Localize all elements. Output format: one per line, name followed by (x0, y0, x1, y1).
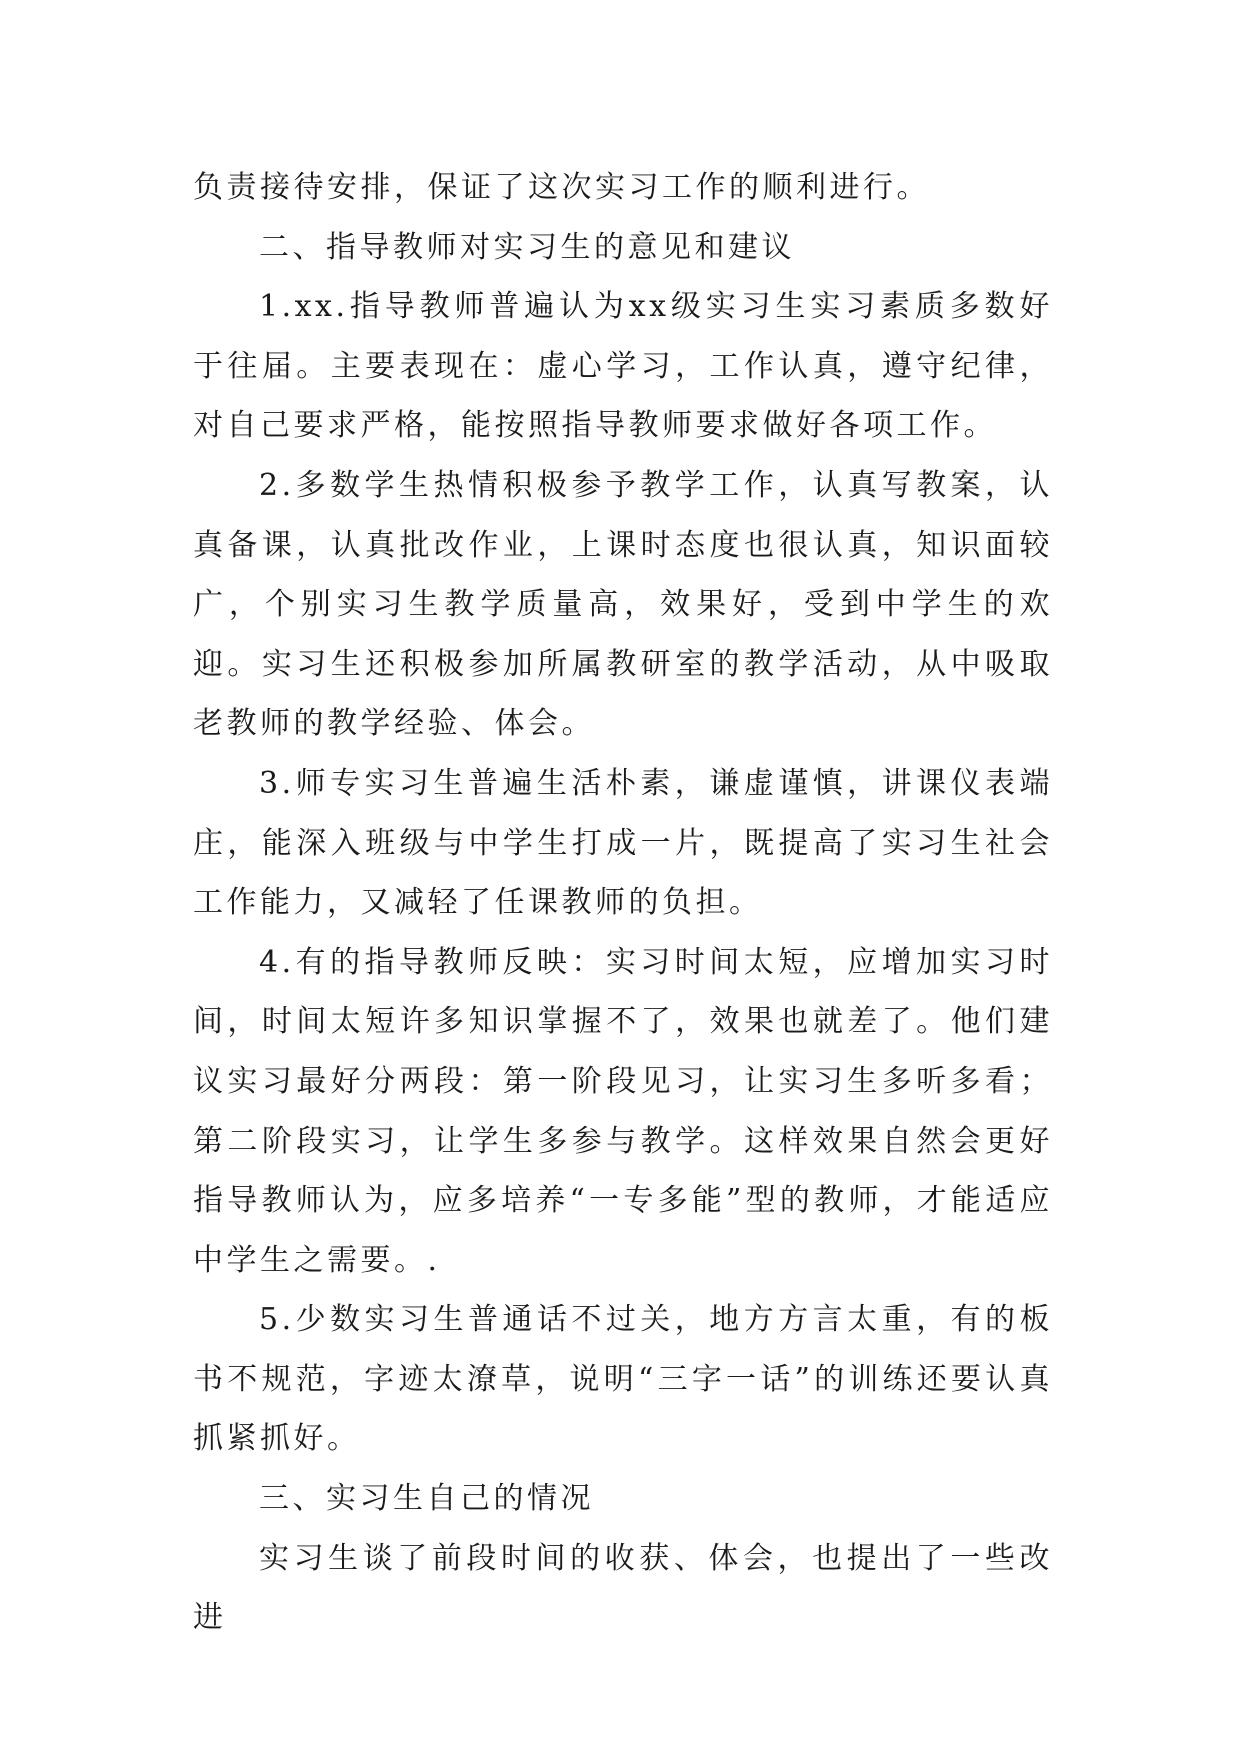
paragraph-item-1: 1.xx.指导教师普遍认为xx级实习生实习素质多数好于往届。主要表现在：虚心学习，工作认真，遵守纪律，对自己要求严格，能按照指导教师要求做好各项工作。 (193, 289, 1053, 444)
section-heading-2: 二、指导教师对实习生的意见和建议 (259, 229, 795, 265)
document-body (193, 158, 1053, 1648)
paragraph-item-3: 3.师专实习生普遍生活朴素，谦虚谨慎，讲课仪表端庄，能深入班级与中学生打成一片，既提高了实习生社会工作能力，又减轻了任课教师的负担。 (193, 765, 1053, 921)
section-heading-3: 三、实习生自己的情况 (259, 1481, 594, 1517)
paragraph-item-4: 4.有的指导教师反映：实习时间太短，应增加实习时间，时间太短许多知识掌握不了，效果也就差了。他们建议实习最好分两段：第一阶段见习，让实习生多听多看；第二阶段实习，让学生多参与教学。这样效果自然会更好指导教师认为，应多培养“一专多能”型的教师，才能适应中学生之需要。. (193, 944, 1053, 1278)
paragraph-item-5: 5.少数实习生普通话不过关，地方方言太重，有的板书不规范，字迹太潦草，说明“三字一话”的训练还要认真抓紧抓好。 (193, 1302, 1053, 1457)
paragraph-item-2: 2.多数学生热情积极参予教学工作，认真写教案，认真备课，认真批改作业，上课时态度也很认真，知识面较广，个别实习生教学质量高，效果好，受到中学生的欢迎。实习生还积极参加所属教研室的教学活动，从中吸取老教师的教学经验、体会。 (193, 467, 1053, 742)
paragraph-continuation: 负责接待安排，保证了这次实习工作的顺利进行。 (193, 170, 930, 205)
paragraph-section-3-start: 实习生谈了前段时间的收获、体会，也提出了一些改进 (193, 1540, 1053, 1636)
